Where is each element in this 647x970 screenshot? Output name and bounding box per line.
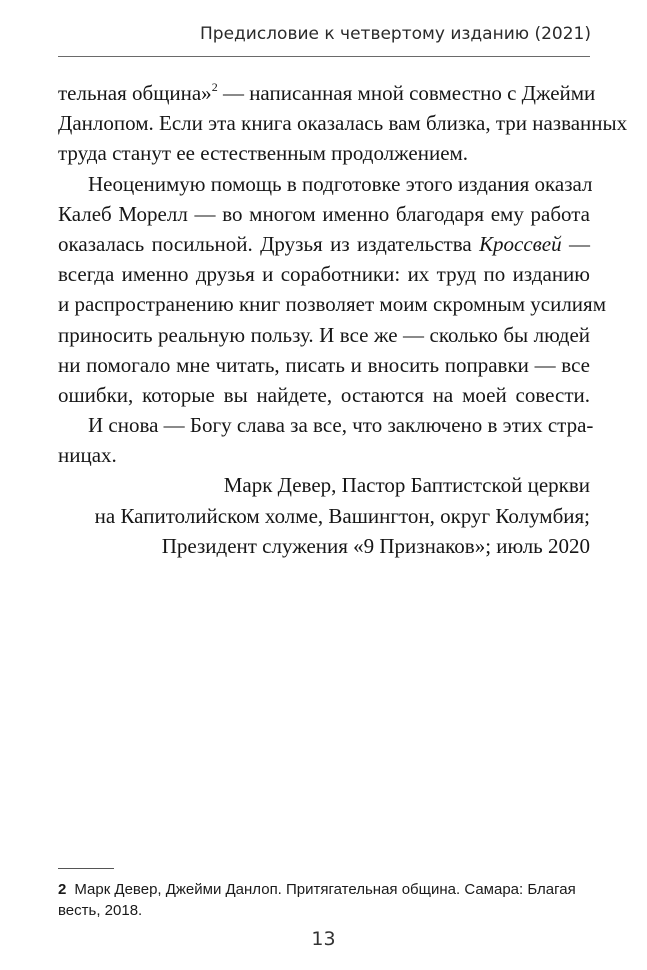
paragraph-2-line-4: всегда именно друзья и соработники: их труд по изданию [58,262,590,287]
paragraph-2-line-5: и распространению книг позволяет моим скромным усилиям [58,292,606,317]
publisher-name: Кроссвей [479,231,562,256]
paragraph-2-line-2: Калеб Морелл — во многом именно благодаря ему работа [58,201,590,226]
page-number: 13 [311,928,336,950]
footnote [58,879,590,921]
paragraph-2-line-7: ни помогало мне читать, писать и вносить поправки — все [58,352,590,377]
signature-line-2: на Капитолийском холме, Вашингтон, округ Колумбия; [94,503,590,528]
paragraph-1-line-3: труда станут ее естественным продолжением. [58,141,469,166]
footnote-line-1: 2 Марк Девер, Джейми Данлоп. Притягательная община. Самара: Благая [58,881,576,898]
paragraph-2-line-1: Неоценимую помощь в подготовке этого издания оказал [88,171,593,196]
footnote-rule [58,868,114,869]
paragraph-3-line-1: И снова — Богу слава за все, что заключено в этих стра- [88,413,594,438]
paragraph-1-line-2: Данлопом. Если эта книга оказалась вам близка, три названных [58,111,628,136]
running-head: Предисловие к четвертому изданию (2021) [200,24,591,44]
signature-line-3: Президент служения «9 Признаков»; июль 2020 [161,533,590,558]
paragraph-2-line-3: оказалась посильной. Друзья из издательства Кроссвей — [58,231,590,256]
paragraph-2-line-6: приносить реальную пользу. И все же — сколько бы людей [58,322,590,347]
footnote-line-2: весть, 2018. [58,902,143,919]
header-rule [58,56,590,57]
paragraph-1-line-1: тельная община»$^2$ — написанная мной совместно с Джейми [58,80,596,105]
signature-line-1: Марк Девер, Пастор Баптистской церкви [223,473,590,498]
paragraph-2-line-8: ошибки, которые вы найдете, остаются на моей совести. [58,382,590,407]
body-text [58,78,628,561]
footnote-ref: 2 [211,80,218,94]
footnote-number: 2 [58,881,67,898]
paragraph-3-line-2: ницах. [58,443,117,468]
